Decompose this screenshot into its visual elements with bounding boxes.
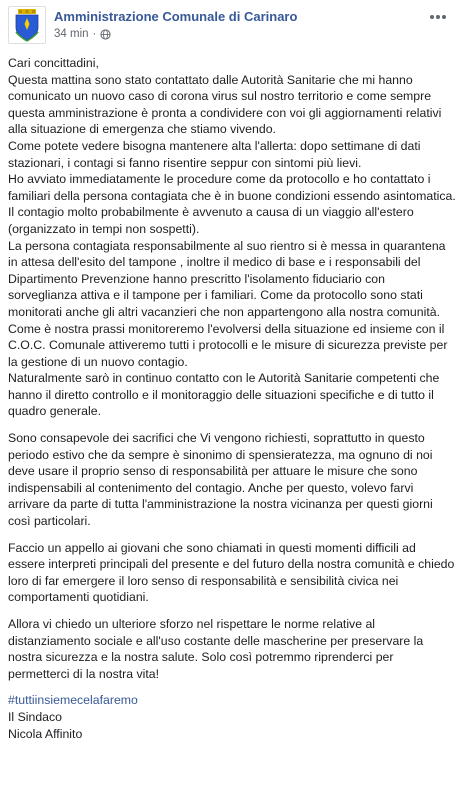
post-paragraph: Come è nostra prassi monitoreremo l'evolversi della situazione ed insieme con il C.O.C. Comunale attiveremo tutti i protocolli e le misure di sicurezza previste per la gestione di un nuovo contagio. [8,321,448,369]
post-paragraph: Ho avviato immediatamente le procedure come da protocollo e ho contattato i familiari della persona contagiata che è in buone condizioni essendo asintomatica. Il contagio molto probabilmente è avvenuto a causa di un viaggio all'estero (organizzato in tempi non sospetti). [8,172,456,236]
more-options-icon[interactable] [427,8,449,26]
meta-separator: · [92,28,97,40]
page-name-link[interactable]: Amministrazione Comunale di Carinaro [54,9,298,24]
post-paragraph: Allora vi chiedo un ulteriore sforzo nel rispettare le norme relative al distanziamento sociale e all'uso costante delle mascherine per preservare la nostra sicurezza e la nostra salute. Solo così potremmo riprenderci per permetterci di la nostra vita! [8,617,424,681]
post-body [8,55,456,742]
post-paragraph: Cari concittadini, [8,56,99,70]
post-paragraph: Naturalmente sarò in continuo contatto con le Autorità Sanitarie competenti che hanno il diretto controllo e il monitoraggio delle situazioni specifiche e di tutto il quadro generale. [8,371,440,419]
signature-name: Nicola Affinito [8,726,83,741]
coat-of-arms-icon [12,8,42,42]
post-paragraph: Faccio un appello ai giovani che sono chiamati in questi momenti difficili ad essere interpreti principali del presente e del futuro della nostra comunità e chiedo loro di far emergere il loro senso di responsabilità e sensibilità civica nei comportamenti quotidiani. [8,540,455,605]
post-paragraph: Come potete vedere bisogna mantenere alta l'allerta: dopo settimane di dati stazionari, i contagi si fanno risentire seppur con sintomi più lievi. [8,138,421,170]
post-paragraph: Questa mattina sono stato contattato dalle Autorità Sanitarie che mi hanno comunicato un nuovo caso di corona virus sul nostro territorio e come sempre questa amministrazione è pronta a condividere con voi gli aggiornamenti relativi alla situazione di emergenza che stiamo vivendo. [8,72,442,137]
signature-role: Il Sindaco [8,709,63,724]
post-paragraph: Sono consapevole dei sacrifici che Vi vengono richiesti, soprattutto in questo periodo estivo che da sempre è sinonimo di spensieratezza, ma ognuno di noi deve usare il proprio senso di responsabilità per attuare le misure che sono indispensabili al contenimento del contagio. Anche per questo, volevo farvi arrivare da parte di tutta l'amministrazione la nostra vicinanza per questi giorni così particolari. [8,431,433,529]
post-paragraph: La persona contagiata responsabilmente al suo rientro si è messa in quarantena in attesa dell'esito del tampone , inoltre il medico di base e i responsabili del Dipartimento Prevenzione hanno prescritto l'isolamento fiduciario con sorveglianza attiva e il tampone per i familiari. Come da protocollo sono stati monitorati anche gli altri vacanzieri che non appartengono alla nostra comunità. [8,238,446,319]
post-meta [54,28,111,40]
hashtag-link[interactable]: #tuttiinsiemecelafaremo [8,693,138,708]
page-avatar[interactable] [8,6,46,44]
globe-icon[interactable] [100,29,111,40]
post-timestamp[interactable]: 34 min [54,28,89,40]
post-header [8,6,453,46]
